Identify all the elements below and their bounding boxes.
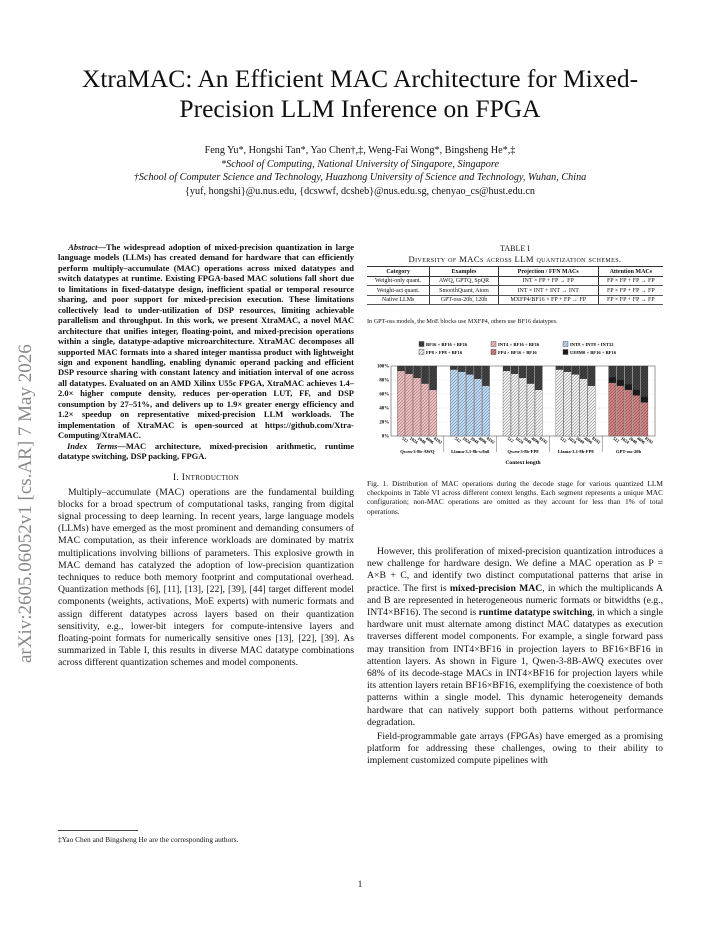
table-cell: FP × FP + FP → FP bbox=[598, 286, 663, 295]
bar-segment bbox=[641, 402, 648, 436]
table-header-cell: Examples bbox=[430, 267, 498, 277]
intro-paragraph-1: Multiply–accumulate (MAC) operations are the fundamental building blocks for a broad spectrum of computational tasks, ranging from digital signal processing to deep learning. In recent years, large language models (LLMs) have emerged as the most prominent and demanding consumers of MAC computation, as their inference workloads are dominated by matrix multiplications involving billions of parameters. This explosive growth in MAC demand has catalyzed the adoption of low-precision quantization techniques to reduce both memory footprint and computational overhead. Quantization methods [6], [11], [13], [22], [39], [44] target different model components (weights, activations, MoE experts) with numeric formats and assign different datatypes across layers based on their quantization sensitivity, e.g., lower-bit integers for compute-intensive layers and floating-point formats for numerically sensitive ones [13], [22], [39]. As summarized in Table I, this results in diverse MAC datatype combinations across different quantization schemes and model components. bbox=[58, 486, 354, 669]
bar-segment bbox=[580, 379, 587, 436]
bar-segment bbox=[527, 366, 534, 384]
table-title: Diversity of MACs across LLM quantization schemes. bbox=[408, 254, 622, 264]
bar-segment bbox=[633, 390, 640, 396]
bar-segment bbox=[609, 383, 616, 436]
table-cell: AWQ, GPTQ, SpQR bbox=[430, 277, 498, 286]
x-tick-label: 8192 bbox=[432, 435, 443, 445]
bar-segment bbox=[413, 366, 420, 378]
bar-segment bbox=[625, 384, 632, 390]
bar-segment bbox=[503, 366, 510, 371]
table-row bbox=[367, 295, 663, 304]
table-row bbox=[367, 277, 663, 286]
bar-segment bbox=[413, 378, 420, 436]
x-tick-label: 512 bbox=[400, 435, 410, 444]
figure-caption: Fig. 1. Distribution of MAC operations during the decode stage for various quantized LLM checkpoints in Table VI across different context lengths. Each segment represents a unique MAC configuration; non-MAC operations are omitted as they account for less than 1% of total operations. bbox=[367, 479, 663, 516]
x-tick-label: 1024 bbox=[408, 435, 419, 445]
x-axis-label: Context length bbox=[505, 460, 541, 466]
right-p1-text: , in which a single hardware unit must alternate among distinct MAC datatypes as execution traverses different model components. For example, a single forward pass may transition from INT4×BF16 in projection layers to BF16×BF16 in attention layers. As shown in Figure 1, Qwen-3-8B-AWQ executes over 68% of its decode-stage MACs in INT4×BF16 for projection layers while its attention layers retain BF16×BF16, exemplifying the coexistence of both patterns within a single model. This dynamic heterogeneity demands hardware that can natively support both patterns without performance degradation. bbox=[367, 607, 663, 728]
page-number: 1 bbox=[357, 880, 363, 890]
bar-segment bbox=[482, 366, 489, 386]
bar-segment bbox=[519, 378, 526, 436]
author-block bbox=[60, 144, 660, 198]
legend-label: INT8 × INT8 + INT32 bbox=[570, 342, 614, 347]
legend-label: FP4 × BF16 + BF16 bbox=[498, 350, 537, 355]
right-paragraph-1 bbox=[367, 546, 663, 729]
mac-distribution-chart bbox=[367, 340, 663, 470]
legend-swatch bbox=[491, 342, 496, 347]
y-tick-label: 20% bbox=[379, 420, 389, 426]
table-label: TABLE I bbox=[500, 244, 530, 253]
right-paragraph-2: Field-programmable gate arrays (FPGAs) have emerged as a promising platform for addressing these challenges, owing to their ability to implement customized compute pipelines with bbox=[367, 731, 663, 767]
bar-segment bbox=[397, 366, 404, 371]
legend-label: INT4 × BF16 + BF16 bbox=[498, 342, 540, 347]
paper-title: XtraMAC: An Efficient MAC Architecture for Mixed-Precision LLM Inference on FPGA bbox=[81, 64, 639, 123]
x-tick-label: 512 bbox=[612, 435, 621, 444]
table-cell: INT × INT + INT → INT bbox=[498, 286, 598, 295]
index-terms-lead: Index Terms— bbox=[67, 440, 126, 451]
bar-segment bbox=[625, 390, 632, 436]
bar-segment bbox=[572, 374, 579, 436]
bar-segment bbox=[458, 372, 465, 436]
y-tick-label: 0% bbox=[381, 434, 389, 440]
bar-segment bbox=[556, 366, 563, 370]
bar-segment bbox=[466, 374, 473, 436]
table-caption bbox=[367, 244, 663, 264]
bar-segment bbox=[482, 386, 489, 436]
legend-label: UE8M0 × BF16 + BF16 bbox=[570, 350, 617, 355]
bar-segment bbox=[617, 380, 624, 386]
bar-segment bbox=[466, 366, 473, 374]
legend-label: BF16 × BF16 + BF16 bbox=[426, 342, 468, 347]
bar-segment bbox=[450, 366, 457, 370]
x-tick-label: 1024 bbox=[461, 435, 472, 445]
x-tick-label: 4096 bbox=[530, 435, 541, 445]
x-tick-label: 4096 bbox=[424, 435, 435, 445]
y-tick-label: 80% bbox=[379, 378, 389, 384]
group-label: Llama-3.1-8b-w8a8 bbox=[451, 449, 490, 454]
x-tick-label: 8192 bbox=[538, 435, 549, 445]
author-emails: {yuf, hongshi}@u.nus.edu, {dcswwf, dcsheb}@nus.edu.sg, chenyao_cs@hust.edu.cn bbox=[185, 185, 535, 197]
section-heading-introduction: I. Introduction bbox=[172, 471, 240, 483]
y-tick-label: 60% bbox=[379, 392, 389, 398]
abstract bbox=[58, 242, 354, 441]
table-note: In GPT-oss models, the MoE blocks use MXFP4, others use BF16 datatypes. bbox=[367, 318, 558, 325]
index-terms bbox=[58, 441, 354, 462]
bar-segment bbox=[588, 366, 595, 386]
x-tick-label: 4096 bbox=[477, 435, 488, 445]
bar-segment bbox=[503, 371, 510, 436]
legend-swatch bbox=[419, 350, 424, 355]
x-tick-label: 1024 bbox=[620, 435, 631, 445]
index-terms-body: MAC architecture, mixed-precision arithmetic, runtime datatype switching, DSP packing, FPGA. bbox=[58, 440, 354, 462]
y-tick-label: 40% bbox=[379, 406, 389, 412]
x-tick-label: 512 bbox=[453, 435, 462, 444]
right-column bbox=[367, 546, 663, 768]
x-tick-label: 512 bbox=[506, 435, 515, 444]
table-cell: FP × FP + FP → FP bbox=[598, 295, 663, 304]
table-cell: FP × FP + FP → FP bbox=[598, 277, 663, 286]
table-header-cell: Attention MACs bbox=[598, 267, 663, 277]
affiliation-2: †School of Computer Science and Technology, Huazhong University of Science and Technology, Wuhan, China bbox=[133, 172, 587, 183]
bar-segment bbox=[474, 379, 481, 436]
bar-segment bbox=[405, 374, 412, 436]
bar-segment bbox=[617, 386, 624, 436]
bar-segment bbox=[580, 366, 587, 379]
bar-segment bbox=[617, 366, 624, 380]
x-tick-label: 2048 bbox=[416, 435, 427, 445]
abstract-body: The widespread adoption of mixed-precision quantization in large language models (LLMs) has created demand for hardware that can efficiently perform multiply–accumulate (MAC) operations across mixed datatypes and switch datatypes at runtime. Existing FPGA-based MAC solutions fall short due to limitations in fixed-datatype design, inefficient spatial or temporal resource sharing, and poor support for mixed-precision execution. These limitations collectively lead to under-utilization of DSP resources, limiting achievable parallelism and throughput. In this work, we present XtraMAC, a novel MAC architecture that unifies integer, floating-point, and mixed-precision operations within a single, datatype-adaptive microarchitecture. XtraMAC decomposes all supported MAC formats into a shared integer mantissa product with lightweight sign and exponent handling, enabling dynamic operand packing and efficient DSP resource sharing with constant latency and initiation interval of one across all datatypes. Evaluated on an AMD Xilinx U55c FPGA, XtraMAC achieves 1.4–2.0× higher compute density, reduces per-operation LUT, FF, and DSP consumption by 27–51%, and delivers up to 1.9× greater energy efficiency and 1.2× speedup on representative mixed-precision LLM workloads. The implementation of XtraMAC is open-sourced at https://github.com/Xtra-Computing/XtraMAC. bbox=[58, 242, 355, 441]
bar-segment bbox=[625, 366, 632, 384]
x-tick-label: 8192 bbox=[644, 435, 655, 445]
bar-segment bbox=[641, 366, 648, 397]
bar-segment bbox=[429, 390, 436, 436]
bar-segment bbox=[588, 386, 595, 436]
x-tick-label: 4096 bbox=[583, 435, 594, 445]
legend-swatch bbox=[563, 342, 568, 347]
author-names: Feng Yu*, Hongshi Tan*, Yao Chen†,‡, Weng-Fai Wong*, Bingsheng He*,‡ bbox=[204, 145, 516, 156]
x-tick-label: 1024 bbox=[514, 435, 525, 445]
x-tick-label: 2048 bbox=[469, 435, 480, 445]
x-tick-label: 2048 bbox=[522, 435, 533, 445]
bar-segment bbox=[458, 366, 465, 372]
right-p1-text: However, this proliferation of mixed-precision quantization introduces a new challenge for hardware design. We define a MAC operation as P = A×B + C, and identify two distinct computational patterns that arise in practice. The first is bbox=[367, 546, 663, 594]
left-column bbox=[58, 242, 354, 670]
right-p1-text: , in which the multiplicands A and B are represented in heterogeneous numeric formats or bitwidths (e.g., INT4×BF16). The second is bbox=[367, 582, 664, 619]
arxiv-identifier-stamp bbox=[6, 258, 40, 668]
bar-segment bbox=[633, 366, 640, 390]
bar-segment bbox=[450, 370, 457, 437]
bar-segment bbox=[429, 366, 436, 390]
abstract-lead: Abstract— bbox=[68, 242, 107, 252]
bar-segment bbox=[572, 366, 579, 374]
bar-segment bbox=[564, 366, 571, 372]
group-label: Qwen-3-8b-FP8 bbox=[507, 449, 539, 454]
bar-segment bbox=[535, 366, 542, 390]
x-tick-label: 4096 bbox=[636, 435, 647, 445]
bar-segment bbox=[633, 395, 640, 436]
table-cell: GPT-oss-20b, 120b bbox=[430, 295, 498, 304]
table-cell: Weight-act quant. bbox=[367, 286, 430, 295]
bar-segment bbox=[397, 371, 404, 436]
group-label: GPT-oss-20b bbox=[616, 449, 642, 454]
legend-swatch bbox=[563, 350, 568, 355]
x-tick-label: 1024 bbox=[567, 435, 578, 445]
term-mixed-precision-mac: mixed-precision MAC bbox=[449, 582, 543, 594]
x-tick-label: 512 bbox=[559, 435, 568, 444]
table-cell: SmoothQuant, Atom bbox=[430, 286, 498, 295]
table-header-cell: Category bbox=[367, 267, 430, 277]
footnote: ‡Yao Chen and Bingsheng He are the corresponding authors. bbox=[58, 835, 239, 844]
group-label: Llama-3.1-8b-FP8 bbox=[557, 449, 594, 454]
legend-label: FP8 × FP8 + BF16 bbox=[426, 350, 463, 355]
table-header-row bbox=[367, 267, 663, 277]
mac-diversity-table bbox=[367, 266, 663, 305]
bar-segment bbox=[511, 366, 518, 374]
table-cell: INT × FP + FP → FP bbox=[498, 277, 598, 286]
bar-segment bbox=[535, 390, 542, 436]
bar-segment bbox=[641, 397, 648, 403]
term-runtime-datatype-switching: runtime datatype switching bbox=[478, 607, 593, 619]
bar-segment bbox=[405, 366, 412, 374]
x-tick-label: 8192 bbox=[591, 435, 602, 445]
bar-segment bbox=[609, 377, 616, 383]
bar-segment bbox=[421, 384, 428, 437]
table-cell: MXFP4/BF16 × FP + FP → FP bbox=[498, 295, 598, 304]
bar-segment bbox=[556, 370, 563, 437]
bar-segment bbox=[511, 374, 518, 436]
bar-segment bbox=[527, 384, 534, 437]
bar-segment bbox=[564, 372, 571, 436]
table-row bbox=[367, 286, 663, 295]
table-header-cell: Projection / FFN MACs bbox=[498, 267, 598, 277]
bar-segment bbox=[609, 366, 616, 377]
bar-segment bbox=[519, 366, 526, 378]
table-cell: Weight-only quant. bbox=[367, 277, 430, 286]
table-cell: Native LLMs bbox=[367, 295, 430, 304]
x-tick-label: 8192 bbox=[485, 435, 496, 445]
legend-swatch bbox=[419, 342, 424, 347]
legend-swatch bbox=[491, 350, 496, 355]
affiliation-1: *School of Computing, National University of Singapore, Singapore bbox=[221, 158, 499, 170]
x-tick-label: 2048 bbox=[575, 435, 586, 445]
bar-segment bbox=[421, 366, 428, 384]
x-tick-label: 2048 bbox=[628, 435, 639, 445]
bar-segment bbox=[474, 366, 481, 379]
footnote-rule bbox=[58, 830, 138, 831]
group-label: Qwen-3-8b-AWQ bbox=[400, 449, 435, 454]
arxiv-stamp-text: arXiv:2605.06052v1 [cs.AR] 7 May 2026 bbox=[15, 344, 36, 663]
y-tick-label: 100% bbox=[377, 364, 389, 370]
